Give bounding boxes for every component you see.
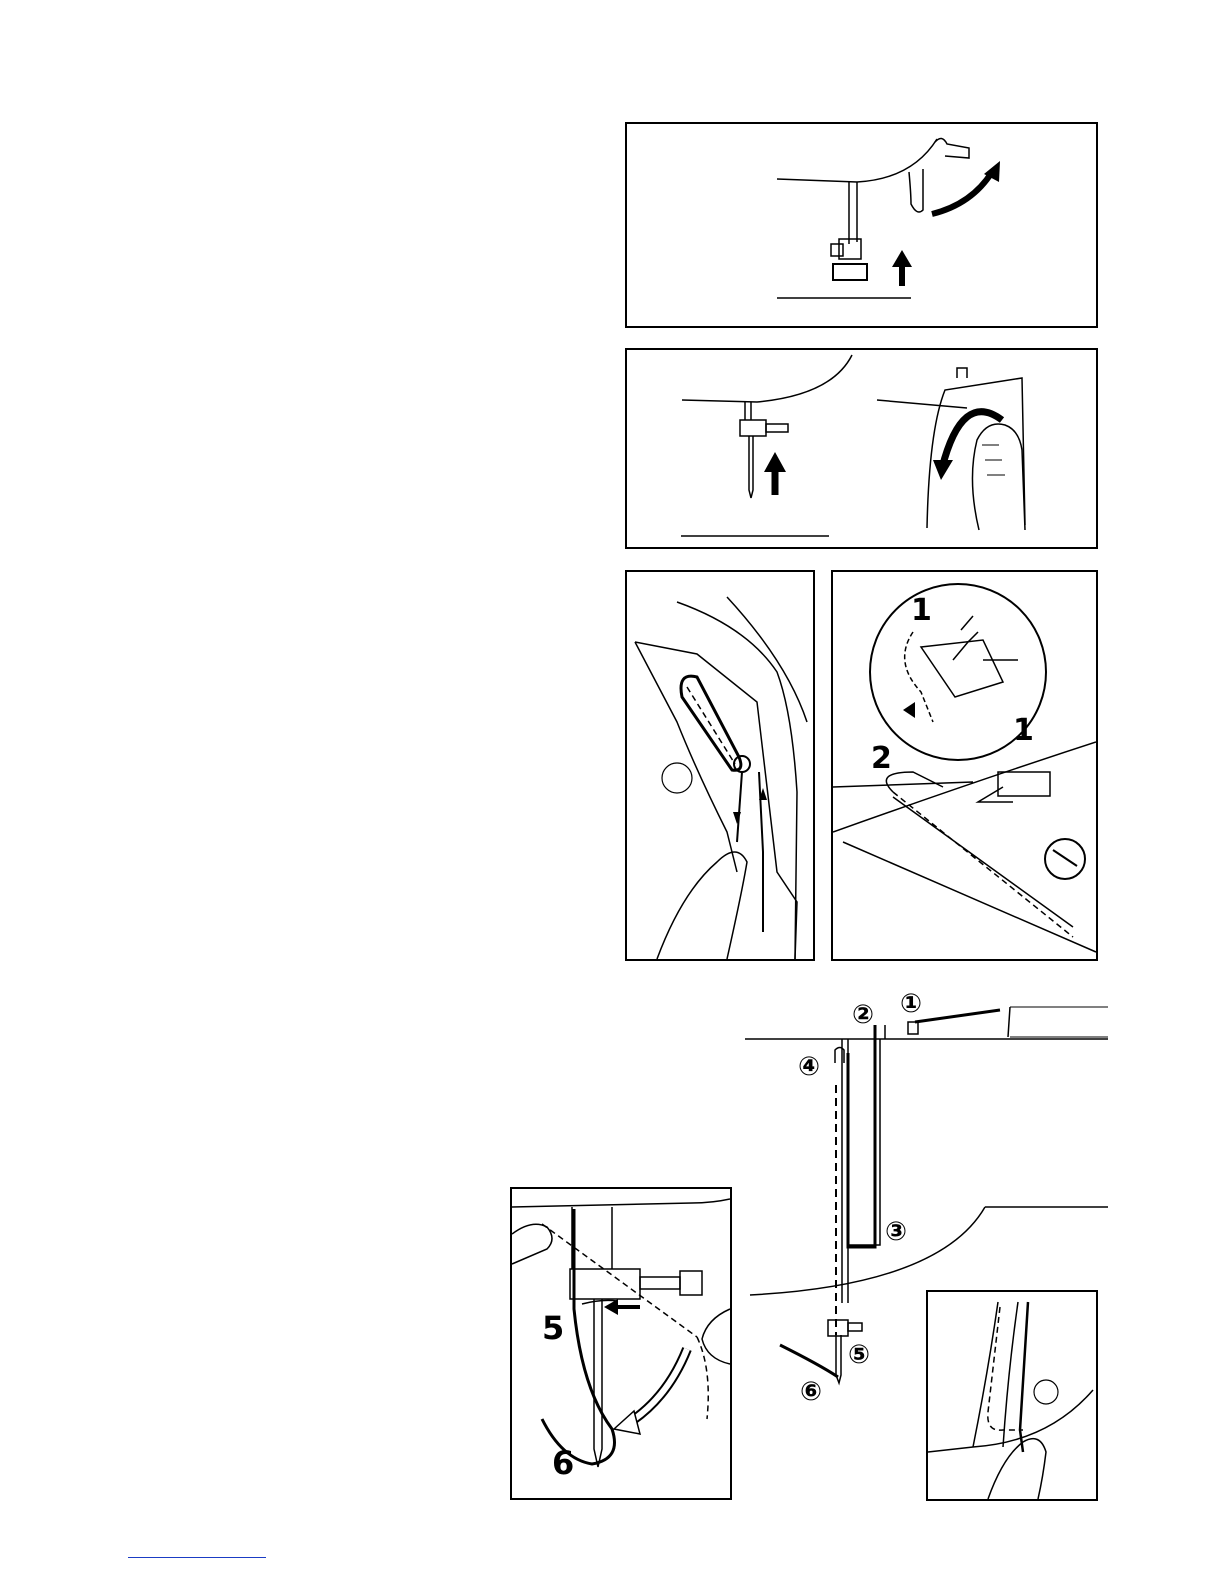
- svg-text:⑥: ⑥: [800, 1377, 823, 1405]
- thread-guide-closeup-panel: [625, 570, 815, 961]
- thread-guide-steps-illustration: [833, 572, 1096, 959]
- svg-text:5: 5: [542, 1309, 565, 1347]
- needle-threading-panel: [510, 1187, 732, 1500]
- hand-icon: [972, 424, 1025, 530]
- raise-presser-foot-panel: [625, 122, 1098, 328]
- needle-threading-illustration: [512, 1189, 730, 1498]
- thread-guide-closeup-illustration: [627, 572, 813, 959]
- needle-icon: [594, 1299, 602, 1467]
- footer-rule: [128, 1557, 266, 1558]
- hand-icon: [512, 1224, 552, 1264]
- svg-text:2: 2: [871, 741, 892, 776]
- svg-text:6: 6: [552, 1444, 575, 1482]
- svg-text:⑤: ⑤: [848, 1340, 871, 1370]
- svg-text:①: ①: [900, 989, 923, 1019]
- raise-presser-foot-illustration: [627, 124, 1096, 326]
- svg-text:1: 1: [911, 593, 932, 628]
- svg-text:1: 1: [1013, 713, 1034, 748]
- raise-needle-panel: [625, 348, 1098, 549]
- thread-guide-steps-panel: [831, 570, 1098, 961]
- hand-icon: [988, 1439, 1046, 1499]
- take-up-lever-closeup-panel: [926, 1290, 1098, 1501]
- needle-icon: [749, 436, 753, 498]
- hand-icon: [657, 852, 747, 959]
- svg-text:②: ②: [852, 1000, 875, 1030]
- svg-text:④: ④: [798, 1052, 821, 1082]
- raise-needle-handwheel-illustration: [627, 350, 1096, 547]
- curved-arrow-icon: [932, 172, 992, 214]
- svg-text:③: ③: [885, 1217, 908, 1247]
- thread-spool-icon: [1010, 1007, 1108, 1037]
- take-up-lever-closeup-illustration: [928, 1292, 1096, 1499]
- hand-icon: [702, 1309, 730, 1364]
